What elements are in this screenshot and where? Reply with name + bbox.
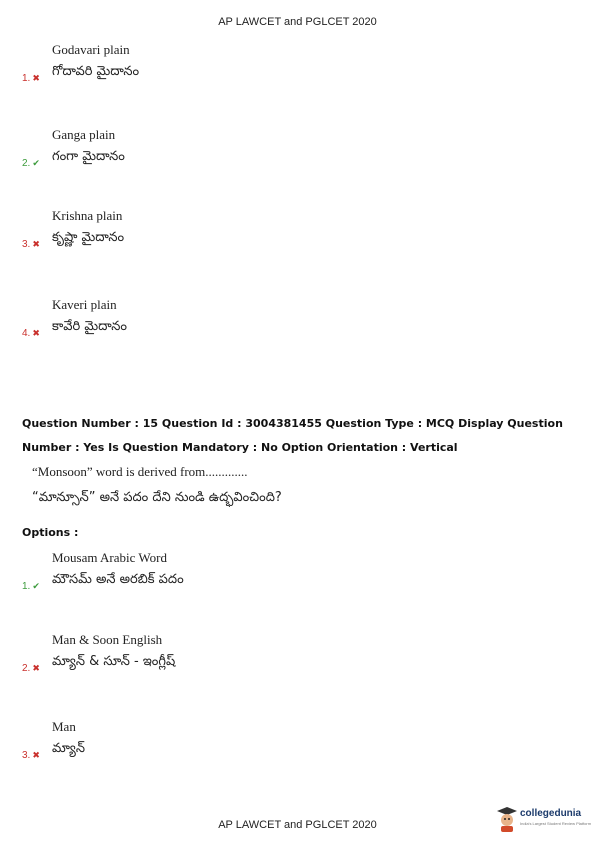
option-number: 3. ✖ [22,750,40,761]
option-english: Krishna plain [52,208,123,223]
option-telugu: కావేరి మైదానం [52,319,127,334]
option-telugu: గోదావరి మైదానం [52,64,140,79]
options-label: Options : [22,526,79,539]
page-footer: AP LAWCET and PGLCET 2020 [218,819,377,831]
check-icon: ✔ [32,158,40,168]
cross-icon: ✖ [32,663,40,673]
option-english: Mousam Arabic Word [52,550,167,565]
option-number: 2. ✖ [22,663,40,674]
option-english: Man [52,719,76,734]
option-english: Ganga plain [52,127,116,142]
question-meta: Question Number : 15 Question Id : 3004381455 Question Type : MCQ Display Question [22,417,563,430]
option-telugu: మ్యాన్ [52,741,86,756]
question-text-telugu: “మాన్సూన్” అనే పదం దేని నుండి ఉద్భవించింది? [32,490,282,505]
option-number: 1. ✖ [22,73,40,84]
cross-icon: ✖ [32,73,40,83]
option-telugu: కృష్ణా మైదానం [52,230,125,245]
option-english: Godavari plain [52,42,130,57]
option-number: 2. ✔ [22,158,40,169]
option-english: Man & Soon English [52,632,163,647]
option-telugu: గంగా మైదానం [52,149,125,164]
cross-icon: ✖ [32,239,40,249]
graduate-mascot-icon [496,806,518,832]
collegedunia-logo [496,806,591,836]
question-meta: Number : Yes Is Question Mandatory : No Option Orientation : Vertical [22,441,458,454]
option-number: 4. ✖ [22,328,40,339]
option-telugu: మ్యాన్ & సూన్ - ఇంగ్లీష్ [52,654,176,669]
check-icon: ✔ [32,581,40,591]
option-number: 3. ✖ [22,239,40,250]
cross-icon: ✖ [32,750,40,760]
page-header: AP LAWCET and PGLCET 2020 [218,16,377,28]
option-telugu: మౌసమ్ అనే అరబిక్ పదం [52,572,184,587]
logo-tagline: India's Largest Student Review Platform [520,821,592,826]
question-text-english: “Monsoon” word is derived from............. [32,464,248,479]
option-english: Kaveri plain [52,297,117,312]
cross-icon: ✖ [32,328,40,338]
option-number: 1. ✔ [22,581,40,592]
logo-brand: collegedunia [520,808,582,819]
